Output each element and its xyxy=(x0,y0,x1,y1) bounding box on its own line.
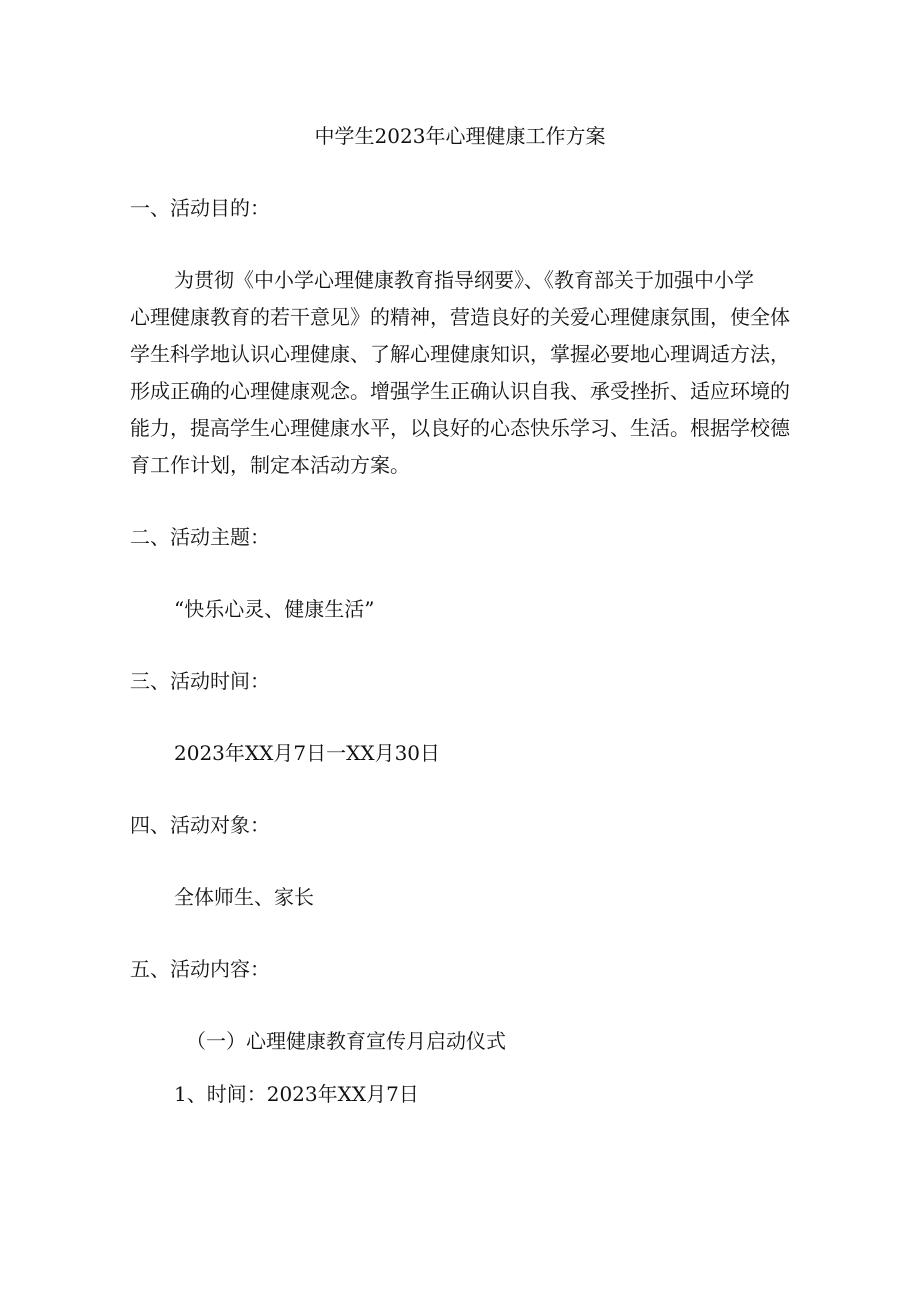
purpose-paragraph-line: 育工作计划，制定本活动方案。 xyxy=(130,453,410,477)
time-content: 2023年XX月7日一XX月30日 xyxy=(174,741,441,765)
section-heading-content: 五、活动内容： xyxy=(130,957,270,981)
subsection-heading: （一）心理健康教育宣传月启动仪式 xyxy=(186,1029,506,1053)
purpose-paragraph-line: 学生科学地认识心理健康、了解心理健康知识，掌握必要地心理调适方法， xyxy=(130,342,790,366)
section-heading-theme: 二、活动主题： xyxy=(130,525,270,549)
section-heading-audience: 四、活动对象： xyxy=(130,813,270,837)
document-title: 中学生2023年心理健康工作方案 xyxy=(314,124,606,148)
theme-content: “快乐心灵、健康生活” xyxy=(174,597,375,621)
purpose-paragraph-line: 心理健康教育的若干意见》的精神，营造良好的关爱心理健康氛围，使全体 xyxy=(130,305,790,329)
purpose-paragraph-line: 为贯彻《中小学心理健康教育指导纲要》、《教育部关于加强中小学 xyxy=(174,268,754,292)
section-heading-purpose: 一、活动目的： xyxy=(130,196,270,220)
item-time: 1、时间：2023年XX月7日 xyxy=(174,1082,419,1106)
section-heading-time: 三、活动时间： xyxy=(130,669,270,693)
audience-content: 全体师生、家长 xyxy=(174,885,314,909)
purpose-paragraph-line: 形成正确的心理健康观念。增强学生正确认识自我、承受挫折、适应环境的 xyxy=(130,379,790,403)
purpose-paragraph-line: 能力，提高学生心理健康水平，以良好的心态快乐学习、生活。根据学校德 xyxy=(130,416,790,440)
